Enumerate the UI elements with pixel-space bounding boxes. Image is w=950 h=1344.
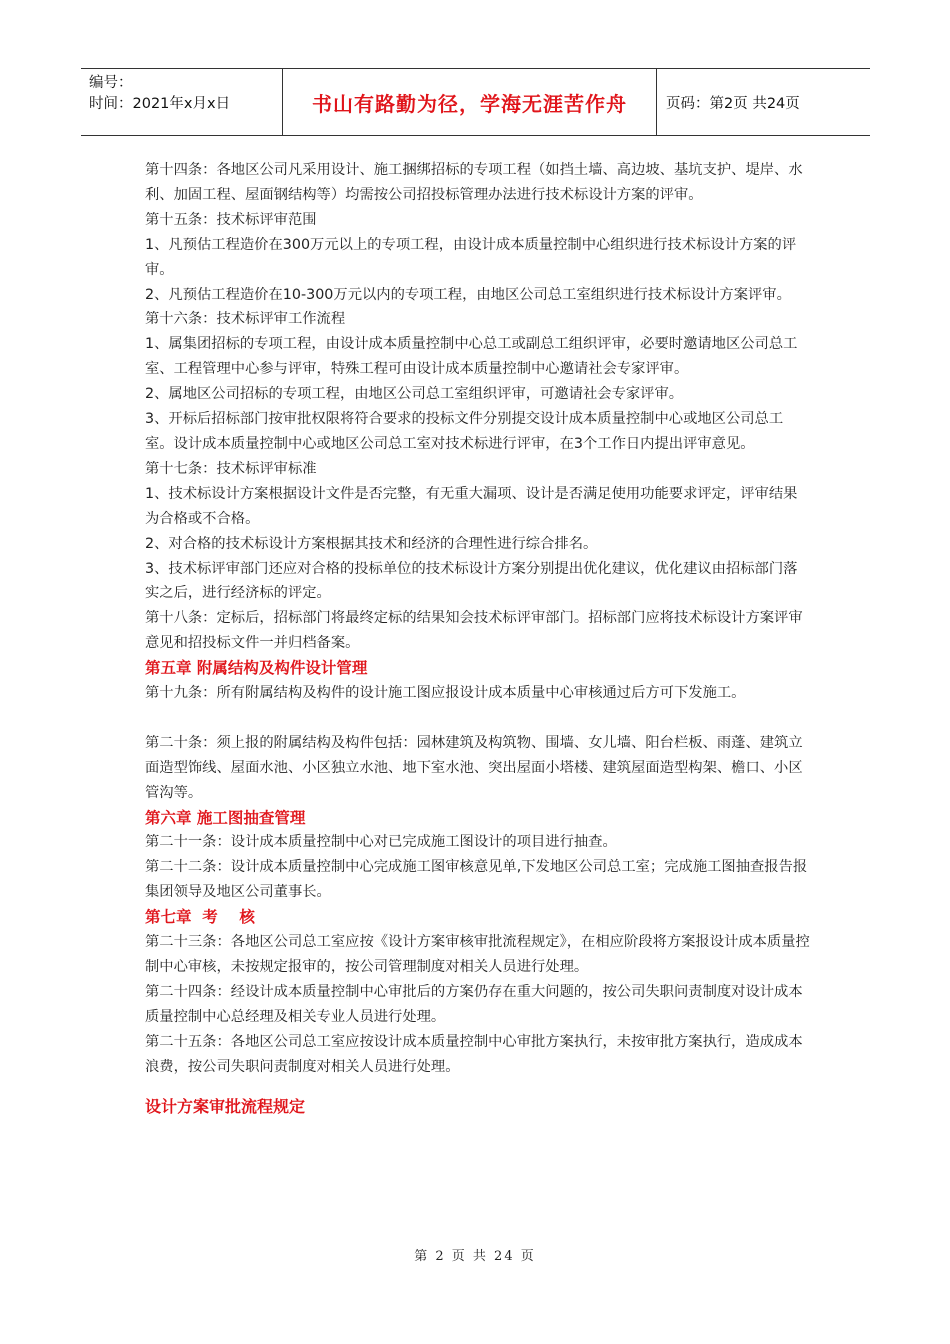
header-page-cell: [657, 69, 870, 135]
header-meta-cell: [81, 69, 283, 135]
header-page-label: 页码：第2页 共24页: [666, 95, 800, 112]
chapter-7-heading: 第七章 考 核: [145, 908, 255, 927]
article-20: 第二十条：须上报的附属结构及构件包括：园林建筑及构筑物、围墙、女儿墙、阳台栏板、雨蓬、建筑立面造型饰线、屋面水池、小区独立水池、地下室水池、突出屋面小塔楼、建筑屋面造型构架、檐口、小区管沟等。: [145, 734, 803, 801]
article-17-heading: 第十七条：技术标评审标准: [145, 460, 317, 477]
article-16-heading: 第十六条：技术标评审工作流程: [145, 311, 346, 328]
article-16-item-2: 2、属地区公司招标的专项工程，由地区公司总工室组织评审，可邀请社会专家评审。: [145, 386, 684, 403]
article-15-item-2: 2、凡预估工程造价在10-300万元以内的专项工程，由地区公司总工室组织进行技术标设计方案评审。: [145, 286, 791, 303]
section-title: 设计方案审批流程规定: [145, 1096, 306, 1116]
article-15-heading: 第十五条：技术标评审范围: [145, 211, 317, 228]
header-table: [81, 68, 870, 136]
article-17-item-2: 2、对合格的技术标设计方案根据其技术和经济的合理性进行综合排名。: [145, 535, 598, 552]
article-19: 第十九条：所有附属结构及构件的设计施工图应报设计成本质量中心审核通过后方可下发施工。: [145, 685, 746, 702]
chapter-5-heading: 第五章 附属结构及构件设计管理: [145, 659, 368, 678]
page-footer: 第 2 页 共 24 页: [414, 1249, 536, 1264]
document-body: [145, 158, 810, 1120]
article-16-item-3: 3、开标后招标部门按审批权限将符合要求的投标文件分别提交设计成本质量控制中心或地区公司总工室。设计成本质量控制中心或地区公司总工室对技术标进行评审，在3个工作日内提出评审意见。: [145, 411, 784, 452]
header-motto: 书山有路勤为径，学海无涯苦作舟: [312, 91, 627, 116]
blank-line: [145, 706, 810, 731]
document-time-label: 时间：2021年x月x日: [89, 96, 231, 112]
article-14: 第十四条：各地区公司凡采用设计、施工捆绑招标的专项工程（如挡土墙、高边坡、基坑支护、堤岸、水利、加固工程、屋面钢结构等）均需按公司招投标管理办法进行技术标设计方案的评审。: [145, 162, 803, 203]
document-number-label: 编号：: [89, 75, 133, 91]
header-motto-cell: [283, 69, 657, 135]
article-23: 第二十三条：各地区公司总工室应按《设计方案审核审批流程规定》，在相应阶段将方案报设计成本质量控制中心审核，未按规定报审的，按公司管理制度对相关人员进行处理。: [145, 934, 810, 975]
article-17-item-3: 3、技术标评审部门还应对合格的投标单位的技术标设计方案分别提出优化建议，优化建议由招标部门落实之后，进行经济标的评定。: [145, 560, 798, 602]
article-25: 第二十五条：各地区公司总工室应按设计成本质量控制中心审批方案执行，未按审批方案执行，造成成本浪费，按公司失职问责制度对相关人员进行处理。: [145, 1033, 803, 1075]
chapter-6-heading: 第六章 施工图抽查管理: [145, 808, 306, 827]
article-17-item-1: 1、技术标设计方案根据设计文件是否完整，有无重大漏项、设计是否满足使用功能要求评定，评审结果为合格或不合格。: [145, 485, 798, 527]
article-18: 第十八条：定标后，招标部门将最终定标的结果知会技术标评审部门。招标部门应将技术标设计方案评审意见和招投标文件一并归档备案。: [145, 610, 803, 652]
article-15-item-1: 1、凡预估工程造价在300万元以上的专项工程，由设计成本质量控制中心组织进行技术标设计方案的评审。: [145, 236, 797, 278]
article-16-item-1: 1、属集团招标的专项工程，由设计成本质量控制中心总工或副总工组织评审，必要时邀请地区公司总工室、工程管理中心参与评审，特殊工程可由设计成本质量控制中心邀请社会专家评审。: [145, 336, 798, 378]
article-22: 第二十二条：设计成本质量控制中心完成施工图审核意见单,下发地区公司总工室；完成施工图抽查报告报集团领导及地区公司董事长。: [145, 859, 808, 901]
article-21: 第二十一条：设计成本质量控制中心对已完成施工图设计的项目进行抽查。: [145, 834, 617, 851]
article-24: 第二十四条：经设计成本质量控制中心审批后的方案仍存在重大问题的，按公司失职问责制度对设计成本质量控制中心总经理及相关专业人员进行处理。: [145, 983, 803, 1025]
